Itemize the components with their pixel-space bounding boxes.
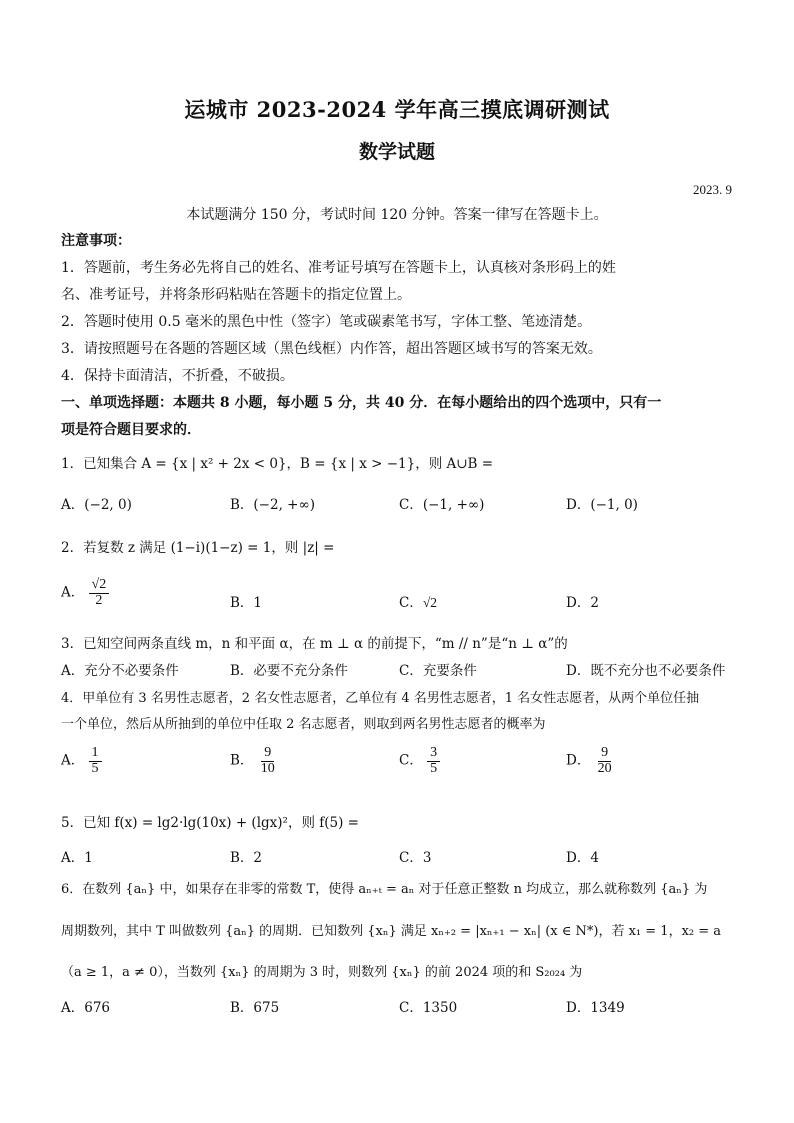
section-heading: 一、单项选择题：本题共 8 小题，每小题 5 分，共 40 分．在每小题给出的四个选项中，只有一 [61,395,662,411]
question-4-stem-cont: 一个单位，然后从所抽到的单位中任取 2 名志愿者，则取到两名男性志愿者的概率为 [61,717,546,732]
notice-item: 1．答题前，考生务必先将自己的姓名、准考证号填写在答题卡上，认真核对条形码上的姓 [61,260,616,276]
question-4-stem: 4．甲单位有 3 名男性志愿者，2 名女性志愿者，乙单位有 4 名男性志愿者，1 名女性志愿者，从两个单位任抽 [61,691,700,706]
question-1-stem: 1．已知集合 A = {x | x² + 2x < 0}，B = {x | x > −1}，则 A∪B = [61,456,494,472]
q5-option-d: D．4 [566,850,599,866]
q4-option-b-label: B． [230,752,254,769]
q3-option-b: B．必要不充分条件 [230,663,348,679]
fraction-numerator: √2 [89,578,110,594]
q5-option-b: B．2 [230,850,263,866]
notice-item: 4．保持卡面清洁，不折叠，不破损。 [61,368,294,384]
notice-heading: 注意事项： [61,233,131,249]
q4-option-d [566,746,615,776]
q4-option-a-fraction [89,746,102,776]
fraction-numerator: 3 [427,746,440,762]
q4-option-a [61,746,102,776]
q4-option-c-fraction [427,746,440,776]
q2-option-c-label: C． [399,595,423,611]
question-6-stem-cont: 周期数列，其中 T 叫做数列 {aₙ} 的周期．已知数列 {xₙ} 满足 xₙ₊₂ = |xₙ₊₁ − xₙ| (x ∈ N*)，若 x₁ = 1，x₂ = a [61,924,722,939]
notice-item: 2．答题时使用 0.5 毫米的黑色中性（签字）笔或碳素笔书写，字体工整、笔迹清楚。 [61,314,592,330]
fraction-denominator: 2 [95,592,103,608]
q6-option-c: C．1350 [399,1000,458,1016]
q2-option-c-value: √2 [422,595,438,610]
q1-option-d: D．(−1, 0) [566,497,638,513]
q2-option-c [399,591,437,611]
section-heading-cont: 项是符合题目要求的． [61,422,201,438]
exam-date: 2023. 9 [693,182,732,197]
q5-option-c: C．3 [399,850,432,866]
question-3-stem: 3．已知空间两条直线 m，n 和平面 α，在 m ⊥ α 的前提下，“m // n”是“n ⊥ α”的 [61,636,568,652]
q3-option-c: C．充要条件 [399,663,477,679]
q4-option-a-label: A． [61,752,85,769]
q4-option-d-label: D． [566,752,591,769]
q6-option-a: A．676 [61,1000,111,1016]
exam-subject: 数学试题 [358,141,435,163]
q6-option-d: D．1349 [566,1000,625,1016]
q1-option-b: B．(−2, +∞) [230,497,315,513]
fraction-denominator: 20 [597,760,612,776]
q1-option-a: A．(−2, 0) [61,497,132,513]
q4-option-d-fraction [595,746,615,776]
q2-option-d: D．2 [566,595,599,611]
question-5-stem: 5．已知 f(x) = lg2·lg(10x) + (lgx)²，则 f(5) = [61,815,359,831]
q6-option-b: B．675 [230,1000,280,1016]
fraction-denominator: 5 [430,760,438,776]
q4-option-b-fraction [258,746,278,776]
q2-option-a-label: A． [61,584,85,601]
q2-option-a [61,578,109,608]
question-6-stem-cont2: （a ≥ 1，a ≠ 0），当数列 {xₙ} 的周期为 3 时，则数列 {xₙ} 的前 2024 项的和 S₂₀₂₄ 为 [61,965,583,980]
fraction-numerator: 9 [598,746,611,762]
q2-option-b: B．1 [230,595,263,611]
notice-item: 3．请按照题号在各题的答题区域（黑色线框）内作答，超出答题区域书写的答案无效。 [61,341,602,357]
exam-title: 运城市 2023-2024 学年高三摸底调研测试 [184,97,610,122]
q2-option-a-fraction [89,578,110,608]
q4-option-b [230,746,278,776]
q1-option-c: C．(−1, +∞) [399,497,485,513]
exam-intro: 本试题满分 150 分，考试时间 120 分钟。答案一律写在答题卡上。 [186,207,608,223]
fraction-denominator: 10 [260,760,275,776]
fraction-numerator: 9 [261,746,274,762]
q3-option-d: D．既不充分也不必要条件 [566,663,726,679]
q4-option-c [399,746,440,776]
q5-option-a: A．1 [61,850,93,866]
notice-item: 名、准考证号，并将条形码粘贴在答题卡的指定位置上。 [61,287,411,303]
question-2-stem: 2．若复数 z 满足 (1−i)(1−z) = 1，则 |z| = [61,540,335,556]
question-6-stem: 6．在数列 {aₙ} 中，如果存在非零的常数 T，使得 aₙ₊ₜ = aₙ 对于任意正整数 n 均成立，那么就称数列 {aₙ} 为 [61,882,708,897]
q3-option-a: A．充分不必要条件 [61,663,179,679]
q4-option-c-label: C． [399,752,423,769]
fraction-denominator: 5 [91,760,99,776]
fraction-numerator: 1 [89,746,102,762]
